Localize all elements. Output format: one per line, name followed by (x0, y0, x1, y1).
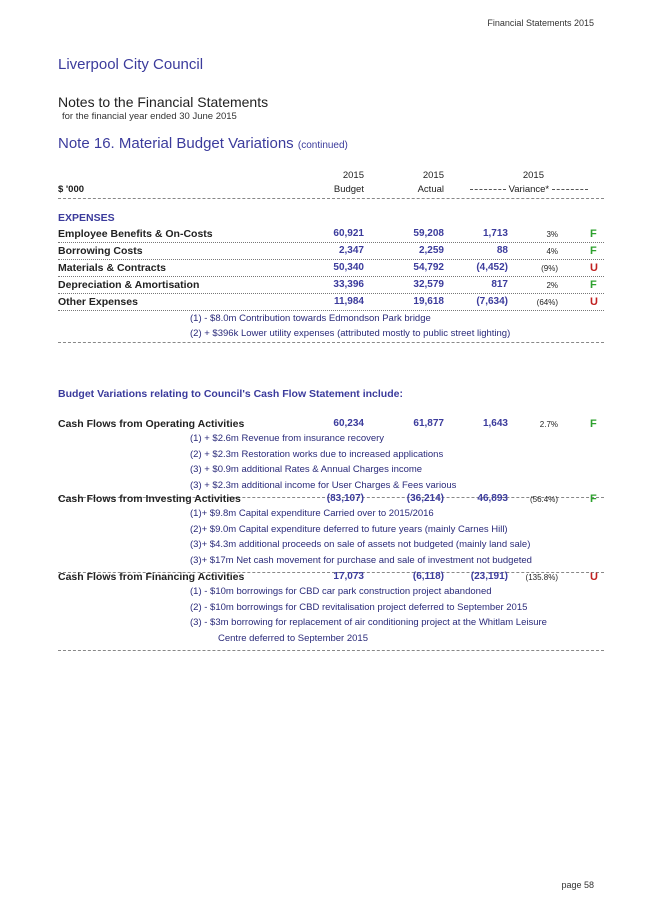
expense-row-variance: 1,713 (482, 228, 508, 239)
cashflow-flag: F (590, 493, 597, 505)
expenses-heading: EXPENSES (58, 212, 115, 224)
cashflow-section-divider (58, 650, 604, 651)
cashflow-note: (2) + $2.3m Restoration works due to increased applications (190, 448, 444, 460)
expense-row-variance: 88 (496, 245, 508, 256)
cashflow-note: (3)+ $4.3m additional proceeds on sale of assets not budgeted (mainly land sale) (190, 539, 531, 550)
cashflow-section-label: Cash Flows from Financing Activities (58, 571, 245, 583)
cashflow-note: (1) - $10m borrowings for CBD car park construction project abandoned (190, 586, 492, 597)
expense-row-percent: 3% (546, 230, 558, 239)
expense-row-budget: 33,396 (333, 279, 364, 290)
cashflow-note: (3) + $2.3m additional income for User Charges & Fees various (190, 479, 457, 491)
col-year-budget: 2015 (342, 170, 364, 181)
expense-note: (2) + $396k Lower utility expenses (attributed mostly to public street lighting) (190, 328, 511, 339)
expenses-end-divider (58, 342, 604, 343)
col-variance (470, 184, 588, 195)
col-year-actual: 2015 (422, 170, 444, 181)
cashflow-actual: 61,877 (413, 418, 444, 429)
expense-row-flag: F (590, 228, 597, 240)
cashflow-heading: Budget Variations relating to Council's Cash Flow Statement include: (58, 388, 403, 400)
expense-row-variance: 817 (491, 279, 508, 290)
expense-row-label: Borrowing Costs (58, 245, 143, 257)
variance-rule-right (552, 189, 588, 190)
cashflow-percent: 2.7% (539, 420, 558, 429)
header-right-text: Financial Statements 2015 (487, 18, 594, 28)
expense-row-variance: (4,452) (476, 262, 508, 273)
cashflow-note: (2) - $10m borrowings for CBD revitalisation project deferred to September 2015 (190, 601, 528, 613)
expense-row-divider (58, 242, 604, 243)
note-heading-continued: (continued) (297, 140, 348, 151)
notes-subtitle: for the financial year ended 30 June 2015 (62, 111, 237, 122)
expense-row-label: Other Expenses (58, 296, 138, 308)
page-number: page 58 (561, 880, 594, 890)
expense-row-actual: 59,208 (413, 228, 444, 239)
cashflow-flag: F (590, 418, 597, 430)
expense-row-flag: U (590, 296, 598, 308)
expense-row-actual: 32,579 (413, 279, 444, 290)
council-name: Liverpool City Council (58, 56, 204, 73)
expense-row-budget: 2,347 (338, 245, 364, 256)
currency-label: $ '000 (58, 184, 85, 195)
expense-row-budget: 60,921 (333, 228, 364, 239)
col-actual: Actual (417, 184, 444, 195)
cashflow-percent: (135.8%) (525, 573, 558, 582)
col-variance-label: Variance* (508, 184, 550, 195)
cashflow-note: (3)+ $17m Net cash movement for purchase and sale of investment not budgeted (190, 554, 532, 566)
expense-row-variance: (7,634) (476, 296, 508, 307)
cashflow-note: (3) + $0.9m additional Rates & Annual Charges income (190, 464, 423, 475)
cashflow-note: (1)+ $9.8m Capital expenditure Carried over to 2015/2016 (190, 508, 434, 519)
cashflow-variance: 1,643 (482, 418, 508, 429)
cashflow-budget: 60,234 (333, 418, 364, 429)
cashflow-section-label: Cash Flows from Investing Activities (58, 493, 241, 505)
cashflow-actual: (36,214) (406, 493, 444, 504)
cashflow-variance: 46,893 (477, 493, 508, 504)
header-divider (58, 198, 604, 199)
expense-row-label: Materials & Contracts (58, 262, 166, 274)
expense-row-label: Employee Benefits & On-Costs (58, 228, 213, 240)
cashflow-budget: 17,073 (333, 571, 364, 582)
cashflow-section-label: Cash Flows from Operating Activities (58, 418, 245, 430)
expense-row-budget: 11,984 (333, 296, 364, 307)
expense-row-flag: F (590, 245, 597, 257)
cashflow-flag: U (590, 571, 598, 583)
expense-note: (1) - $8.0m Contribution towards Edmondson Park bridge (190, 313, 431, 324)
expense-row-budget: 50,340 (333, 262, 364, 273)
notes-title: Notes to the Financial Statements (58, 94, 269, 110)
col-year-variance: 2015 (522, 170, 544, 181)
expense-row-actual: 54,792 (413, 262, 444, 273)
cashflow-note: (2)+ $9.0m Capital expenditure deferred to future years (mainly Carnes Hill) (190, 523, 508, 535)
col-budget: Budget (333, 184, 364, 195)
note-heading (58, 135, 348, 152)
expense-row-percent: 4% (546, 247, 558, 256)
variance-rule-left (470, 189, 506, 190)
expense-row-percent: (9%) (541, 264, 558, 273)
expense-row-flag: U (590, 262, 598, 274)
expense-row-label: Depreciation & Amortisation (58, 279, 200, 291)
expense-row-percent: 2% (546, 281, 558, 290)
cashflow-note: (1) + $2.6m Revenue from insurance recovery (190, 433, 385, 444)
expense-row-divider (58, 259, 604, 260)
expense-row-divider (58, 293, 604, 294)
expense-row-actual: 19,618 (413, 296, 444, 307)
expense-row-percent: (64%) (536, 298, 558, 307)
expense-row-flag: F (590, 279, 597, 291)
expense-row-divider (58, 276, 604, 277)
cashflow-note: (3) - $3m borrowing for replacement of air conditioning project at the Whitlam Leisure (190, 617, 547, 628)
cashflow-budget: (83,107) (326, 493, 364, 504)
expense-row-divider (58, 310, 604, 311)
cashflow-variance: (23,191) (470, 571, 508, 582)
note-heading-text: Note 16. Material Budget Variations (58, 135, 294, 152)
expense-row-actual: 2,259 (418, 245, 444, 256)
cashflow-note: Centre deferred to September 2015 (218, 632, 368, 644)
cashflow-percent: (56.4%) (529, 495, 558, 504)
cashflow-actual: (6,118) (412, 571, 444, 582)
